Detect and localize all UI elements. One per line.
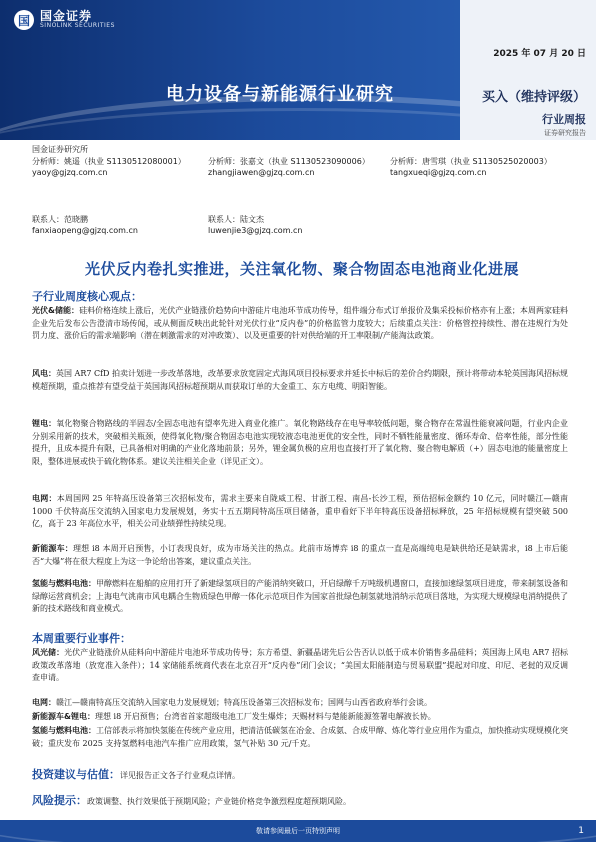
report-date: 2025 年 07 月 20 日 (493, 49, 586, 59)
events-section-title: 本周重要行业事件： (32, 632, 131, 645)
contact-1-email[interactable]: fanxiaopeng@gjzq.com.cn (32, 226, 138, 235)
core-item-lead: 新能源车： (32, 544, 73, 553)
report-series: 证券研究报告 (544, 129, 586, 137)
analyst-2 (208, 156, 370, 178)
page-number: 1 (578, 826, 584, 836)
core-item-text: 理想 i8 本周开启预售，小订表现良好，成为市场关注的热点。此前市场博弈 i8 的重点一直是高端纯电是缺供给还是缺需求，i8 上市后能否“大爆”将在很大程度上为这一争论给出答案，建议重点关注。 (32, 544, 569, 566)
investment-advice (32, 766, 568, 782)
event-item-lead: 风光储： (32, 648, 65, 657)
core-item-text: 氧化物聚合物路线的半固态/全固态电池有望率先进入商业化推广。氧化物路线存在电导率较低问题，聚合物存在常温性能衰减问题，行业内企业分别采用新的技术，突破相关瓶颈，使得氧化物/聚合物固态电池实现较液态电池更优的安全性，同时不牺牲能量密度、循环寿命、倍率性能，部分性能提升，且成本提升有限，已具备相对明确的产业化落地前景；另外，锂金属负极的应用也直接打开了氧化物、聚合物电解质（+）固态电池的能量密度上限，整体进展或快于硫化物体系。建议关注相关企业（详见正文）。 (32, 419, 568, 466)
core-item-text: 本周国网 25 年特高压设备第三次招标发布，需求主要来自陇威工程、甘浙工程、南昌-长沙工程，预估招标金额约 10 亿元，同时赣江—赣南 1000 千伏特高压交流纳入国家电力发展规划，务实十五五期间特高压项目储备，重申看好下半年特高压设备招标释放，25 年招标规模有望突破 500 亿，高于 23 年高位水平，相关公司业绩弹性持续兑现。 (32, 494, 568, 529)
footer-bar (0, 820, 596, 842)
core-item-lead: 锂电： (32, 419, 57, 428)
core-section-title: 子行业周度核心观点： (32, 290, 142, 303)
event-item-nev-lithium (32, 711, 568, 724)
core-item-text: 硅料价格连续上涨后，光伏产业链涨价趋势向中游硅片电池环节成功传导，组件端分布式订单报价及集采投标价格亦有上涨；本周两家硅料企业先后发布公告澄清市场传闻，或从侧面反映出此轮针对光伏行业“反内卷”的价格监管力度较大；后续重点关注：价格管控持续性、潜在违规行为处罚力度、涨价后的需求端影响（潜在刺激需求的对冲政策）、以及更重要的针对供给端的开工率限制/产能淘汰政策。 (32, 306, 568, 341)
report-title: 电力设备与新能源行业研究 (166, 84, 394, 105)
report-type: 行业周报 (542, 113, 586, 126)
footer-disclaimer: 敬请参阅最后一页特别声明 (256, 827, 340, 835)
logo-icon: 国 (14, 10, 34, 30)
core-item-lead: 电网： (32, 494, 57, 503)
advice-title: 投资建议与估值： (32, 768, 120, 781)
contact-1 (32, 214, 138, 236)
contact-2 (208, 214, 303, 236)
footer-wave-decoration (0, 790, 596, 853)
core-item-lithium (32, 418, 568, 468)
core-item-text: 英国 AR7 CfD 拍卖计划进一步改革落地，改革要求放宽固定式海风项目投标要求并延长中标后的差价合约期限，预计将带动本轮英国海风招标规模超预期，重点推荐有望受益于英国海风招标超预期从而获取订单的大金重工、东方电缆、明阳智能。 (32, 369, 569, 391)
report-headline: 光伏反内卷扎实推进，关注氧化物、聚合物固态电池商业化进展 (84, 260, 519, 278)
core-item-lead: 光伏&储能： (32, 306, 80, 315)
event-item-text: 赣江—赣南特高压交流纳入国家电力发展规划；特高压设备第三次招标发布；国网与山西省政府举行会谈。 (56, 698, 432, 707)
core-item-pv-storage (32, 305, 568, 343)
risk-text: 政策调整、执行效果低于预期风险；产业链价格竞争激烈程度超预期风险。 (87, 797, 351, 806)
research-org: 国金证券研究所 (32, 145, 88, 154)
core-item-wind (32, 368, 568, 393)
risk-title: 风险提示： (32, 794, 87, 807)
event-item-hydrogen (32, 725, 568, 750)
event-item-text: 理想 i8 开启预售；台湾省首家超级电池工厂发生爆炸；天赐材料与楚能新能源签署电解液长协。 (94, 712, 436, 721)
event-item-wind-solar-storage (32, 647, 568, 685)
analyst-3-email[interactable]: tangxueqi@gjzq.com.cn (390, 168, 487, 177)
logo-name-en: SINOLINK SECURITIES (40, 22, 115, 29)
analyst-1 (32, 156, 186, 178)
core-item-grid (32, 493, 568, 531)
logo-name-cn: 国金证券 (40, 9, 93, 23)
analyst-3 (390, 156, 552, 178)
company-logo (14, 10, 115, 30)
rating: 买入（维持评级） (481, 90, 586, 105)
event-item-grid (32, 697, 568, 710)
event-item-text: 光伏产业链涨价从硅料向中游硅片电池环节成功传导；东方希望、新疆晶诺先后公告否认以低于成本价销售多晶硅料；英国海上风电 AR7 招标政策改革落地（放宽准入条件）；14 家储能系统商代表在北京召开“反内卷”闭门会议；“美国太阳能制造与贸易联盟”提起对印度、印尼、老挝的双反调查申请。 (32, 648, 568, 683)
core-item-lead: 氢能与燃料电池： (32, 579, 96, 588)
core-item-text: 甲醇燃料在船舶的应用打开了新建绿氢项目的产能消纳突破口，开启绿醇千万吨级机遇窗口，直接加速绿氢项目进度，带来制氢设备和绿醇运营商机会；上海电气洮南市风电耦合生物质绿色甲醇一体化示范项目作为国家首批绿色制氢就地消纳示范项目落地，为实现大规模绿电消纳提供了新的技术路线和商业模式。 (32, 579, 568, 614)
event-item-text: 工信部表示将加快氢能在传统产业应用，把清洁低碳氢在冶金、合成氨、合成甲醇、炼化等行业应用作为重点，加快推动实现规模化突破；重庆发布 2025 支持氢燃料电池汽车推广应用政策，氢气补贴 30 元/千克。 (32, 726, 568, 748)
contact-2-info: 联系人：陆文杰 (208, 215, 264, 224)
advice-text: 详见报告正文各子行业观点详情。 (120, 771, 240, 780)
contact-2-email[interactable]: luwenjie3@gjzq.com.cn (208, 226, 303, 235)
analyst-1-email[interactable]: yaoy@gjzq.com.cn (32, 168, 108, 177)
core-item-hydrogen (32, 578, 568, 616)
event-item-lead: 新能源车&锂电： (32, 712, 95, 721)
analyst-2-info: 分析师：张嘉文（执业 S1130523090006） (208, 157, 370, 166)
analyst-1-info: 分析师：姚遥（执业 S1130512080001） (32, 157, 186, 166)
analyst-3-info: 分析师：唐雪琪（执业 S1130525020003） (390, 157, 552, 166)
analyst-2-email[interactable]: zhangjiawen@gjzq.com.cn (208, 168, 315, 177)
contact-1-info: 联系人：范晓鹏 (32, 215, 88, 224)
header-banner (0, 0, 596, 140)
event-item-lead: 电网： (32, 698, 56, 707)
core-item-lead: 风电： (32, 369, 56, 378)
event-item-lead: 氢能与燃料电池： (32, 726, 96, 735)
core-item-nev (32, 543, 568, 568)
